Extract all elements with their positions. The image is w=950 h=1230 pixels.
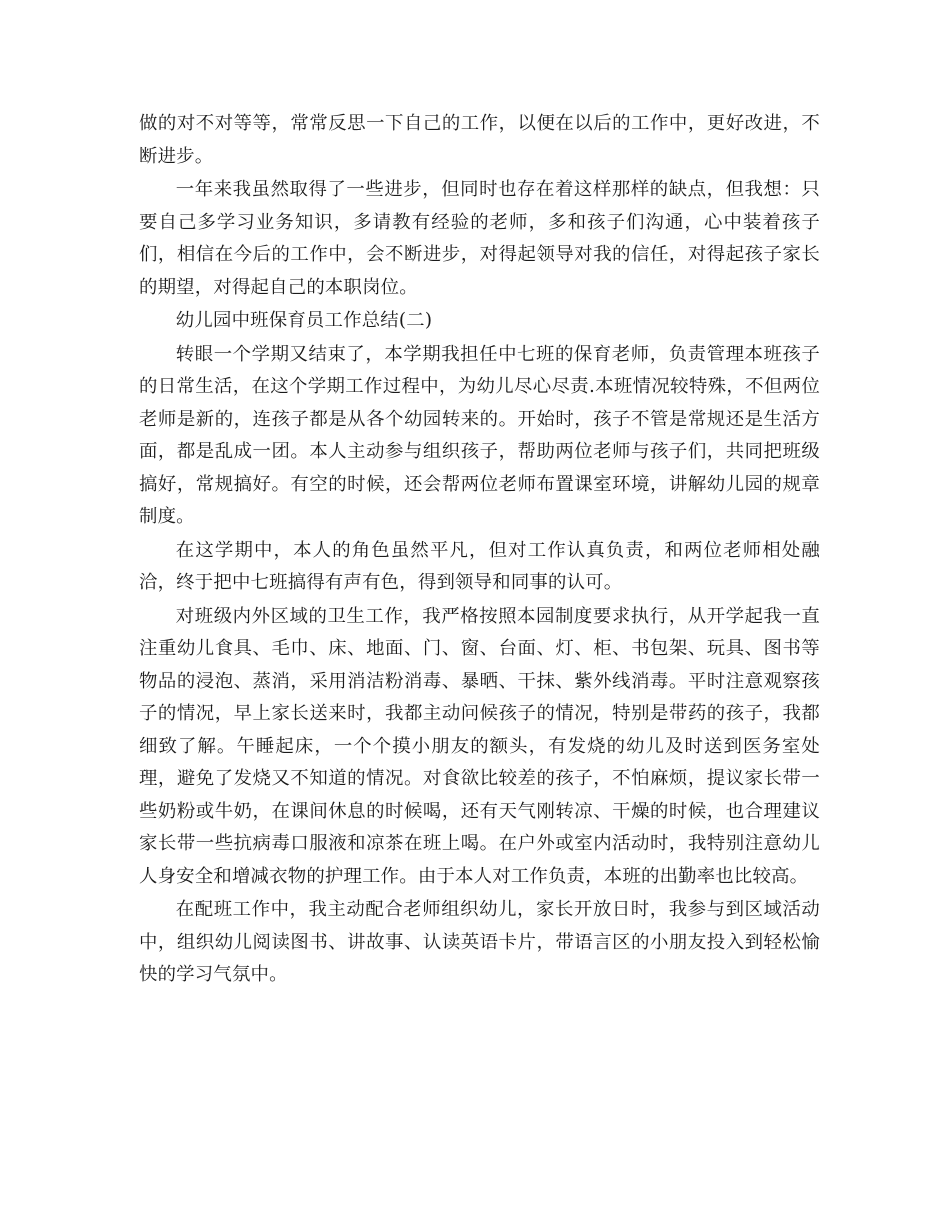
paragraph-hygiene: 对班级内外区域的卫生工作，我严格按照本园制度要求执行，从开学起我一直注重幼儿食具、毛巾、床、地面、门、窗、台面、灯、柜、书包架、玩具、图书等物品的浸泡、蒸消，采用消洁粉消毒、暴晒、干抹、紫外线消毒。平时注意观察孩子的情况，早上家长送来时，我都主动问候孩子的情况，特别是带药的孩子，我都细致了解。午睡起床，一个个摸小朋友的额头，有发烧的幼儿及时送到医务室处理，避免了发烧又不知道的情况。对食欲比较差的孩子，不怕麻烦，提议家长带一些奶粉或牛奶，在课间休息的时候喝，还有天气刚转凉、干燥的时候，也合理建议家长带一些抗病毒口服液和凉茶在班上喝。在户外或室内活动时，我特别注意幼儿人身安全和增减衣物的护理工作。由于本人对工作负责，本班的出勤率也比较高。 xyxy=(139,605,820,887)
paragraph-role: 在这学期中，本人的角色虽然平凡，但对工作认真负责，和两位老师相处融洽，终于把中七班搞得有声有色，得到领导和同事的认可。 xyxy=(139,539,820,593)
section-heading: 幼儿园中班保育员工作总结(二) xyxy=(175,310,433,331)
paragraph-semester-intro: 转眼一个学期又结束了，本学期我担任中七班的保育老师，负责管理本班孩子的日常生活，在这个学期工作过程中，为幼儿尽心尽责.本班情况较特殊，不但两位老师是新的，连孩子都是从各个幼园转来的。开始时，孩子不管是常规还是生活方面，都是乱成一团。本人主动参与组织孩子，帮助两位老师与孩子们，共同把班级搞好，常规搞好。有空的时候，还会帮两位老师布置课室环境，讲解幼儿园的规章制度。 xyxy=(139,343,820,527)
paragraph-class-support: 在配班工作中，我主动配合老师组织幼儿，家长开放日时，我参与到区域活动中，组织幼儿阅读图书、讲故事、认读英语卡片，带语言区的小朋友投入到轻松愉快的学习气氛中。 xyxy=(139,899,820,985)
paragraph-continuation: 做的对不对等等，常常反思一下自己的工作，以便在以后的工作中，更好改进，不断进步。 xyxy=(139,113,820,167)
paragraph-reflection: 一年来我虽然取得了一些进步，但同时也存在着这样那样的缺点，但我想：只要自己多学习业务知识，多请教有经验的老师，多和孩子们沟通，心中装着孩子们，相信在今后的工作中，会不断进步，对得起领导对我的信任，对得起孩子家长的期望，对得起自己的本职岗位。 xyxy=(139,179,820,298)
